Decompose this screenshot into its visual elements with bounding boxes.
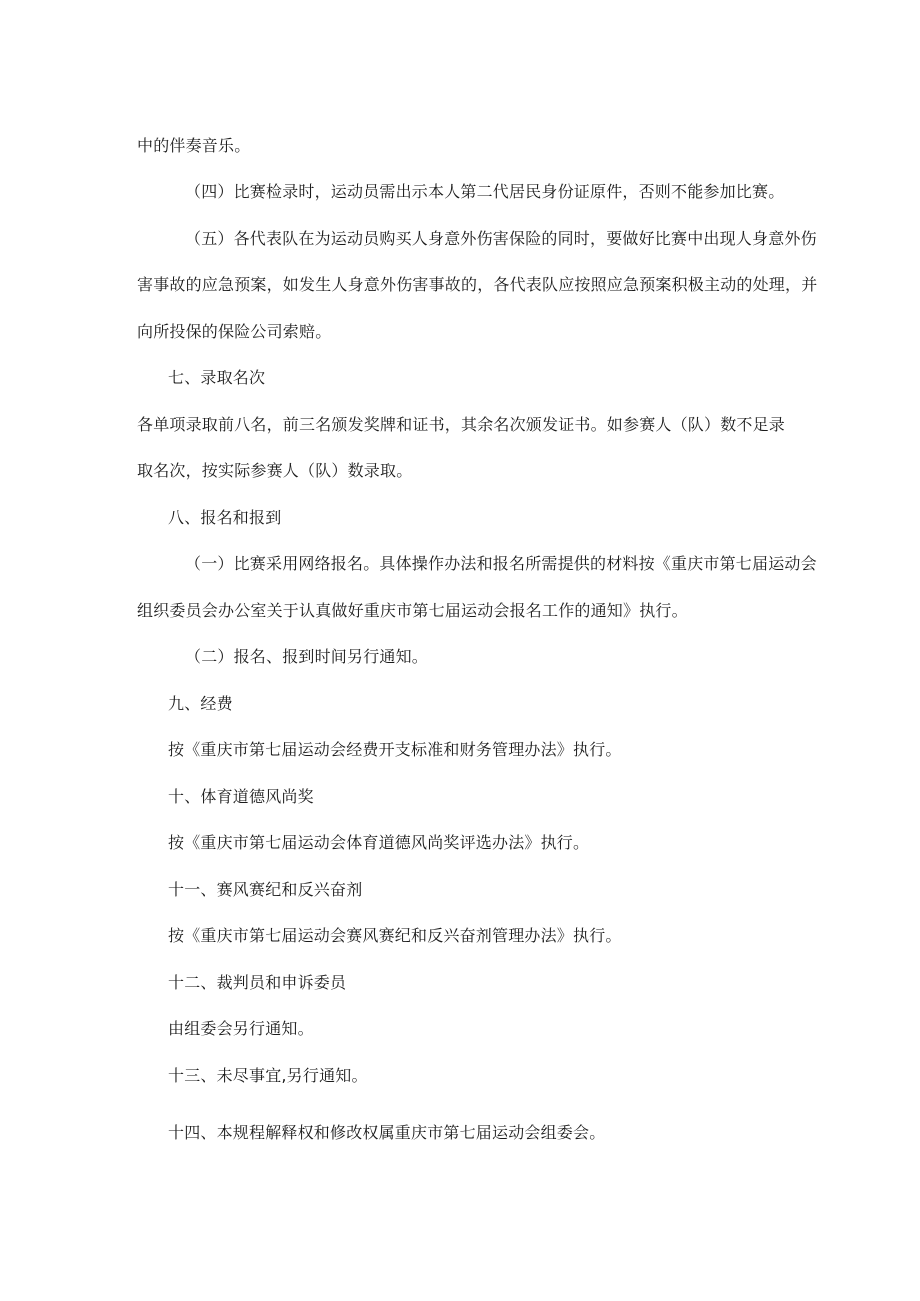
text-line: 按《重庆市第七届运动会赛风赛纪和反兴奋剂管理办法》执行。 bbox=[168, 926, 622, 945]
text-line: （四）比赛检录时，运动员需出示本人第二代居民身份证原件，否则不能参加比赛。 bbox=[185, 182, 785, 201]
text-line: 由组委会另行通知。 bbox=[168, 1019, 314, 1038]
text-line: （五）各代表队在为运动员购买人身意外伤害保险的同时，要做好比赛中出现人身意外伤 bbox=[185, 229, 817, 248]
section-heading: 十二、裁判员和申诉委员 bbox=[168, 973, 347, 992]
text-line: 取名次，按实际参赛人（队）数录取。 bbox=[137, 461, 413, 480]
text-line: （一）比赛采用网络报名。具体操作办法和报名所需提供的材料按《重庆市第七届运动会 bbox=[185, 554, 817, 573]
text-line: 各单项录取前八名，前三名颁发奖牌和证书，其余名次颁发证书。如参赛人（队）数不足录 bbox=[137, 415, 786, 434]
text-line: 害事故的应急预案，如发生人身意外伤害事故的，各代表队应按照应急预案积极主动的处理，并 bbox=[137, 275, 818, 294]
text-line: 按《重庆市第七届运动会经费开支标准和财务管理办法》执行。 bbox=[168, 740, 622, 759]
text-line: 按《重庆市第七届运动会体育道德风尚奖评选办法》执行。 bbox=[168, 833, 590, 852]
text-line: 组织委员会办公室关于认真做好重庆市第七届运动会报名工作的通知》执行。 bbox=[137, 601, 688, 620]
section-heading: 九、经费 bbox=[168, 694, 233, 713]
text-line: 中的伴奏音乐。 bbox=[137, 136, 251, 155]
text-line: （二）报名、报到时间另行通知。 bbox=[185, 647, 429, 666]
section-heading: 十一、赛风赛纪和反兴奋剂 bbox=[168, 880, 363, 899]
section-heading: 十三、未尽事宜,另行通知。 bbox=[168, 1066, 368, 1085]
section-heading: 十四、本规程解释权和修改权属重庆市第七届运动会组委会。 bbox=[168, 1123, 606, 1142]
section-heading: 八、报名和报到 bbox=[168, 508, 282, 527]
section-heading: 七、录取名次 bbox=[168, 368, 266, 387]
text-line: 向所投保的保险公司索赔。 bbox=[137, 322, 332, 341]
section-heading: 十、体育道德风尚奖 bbox=[168, 787, 314, 806]
